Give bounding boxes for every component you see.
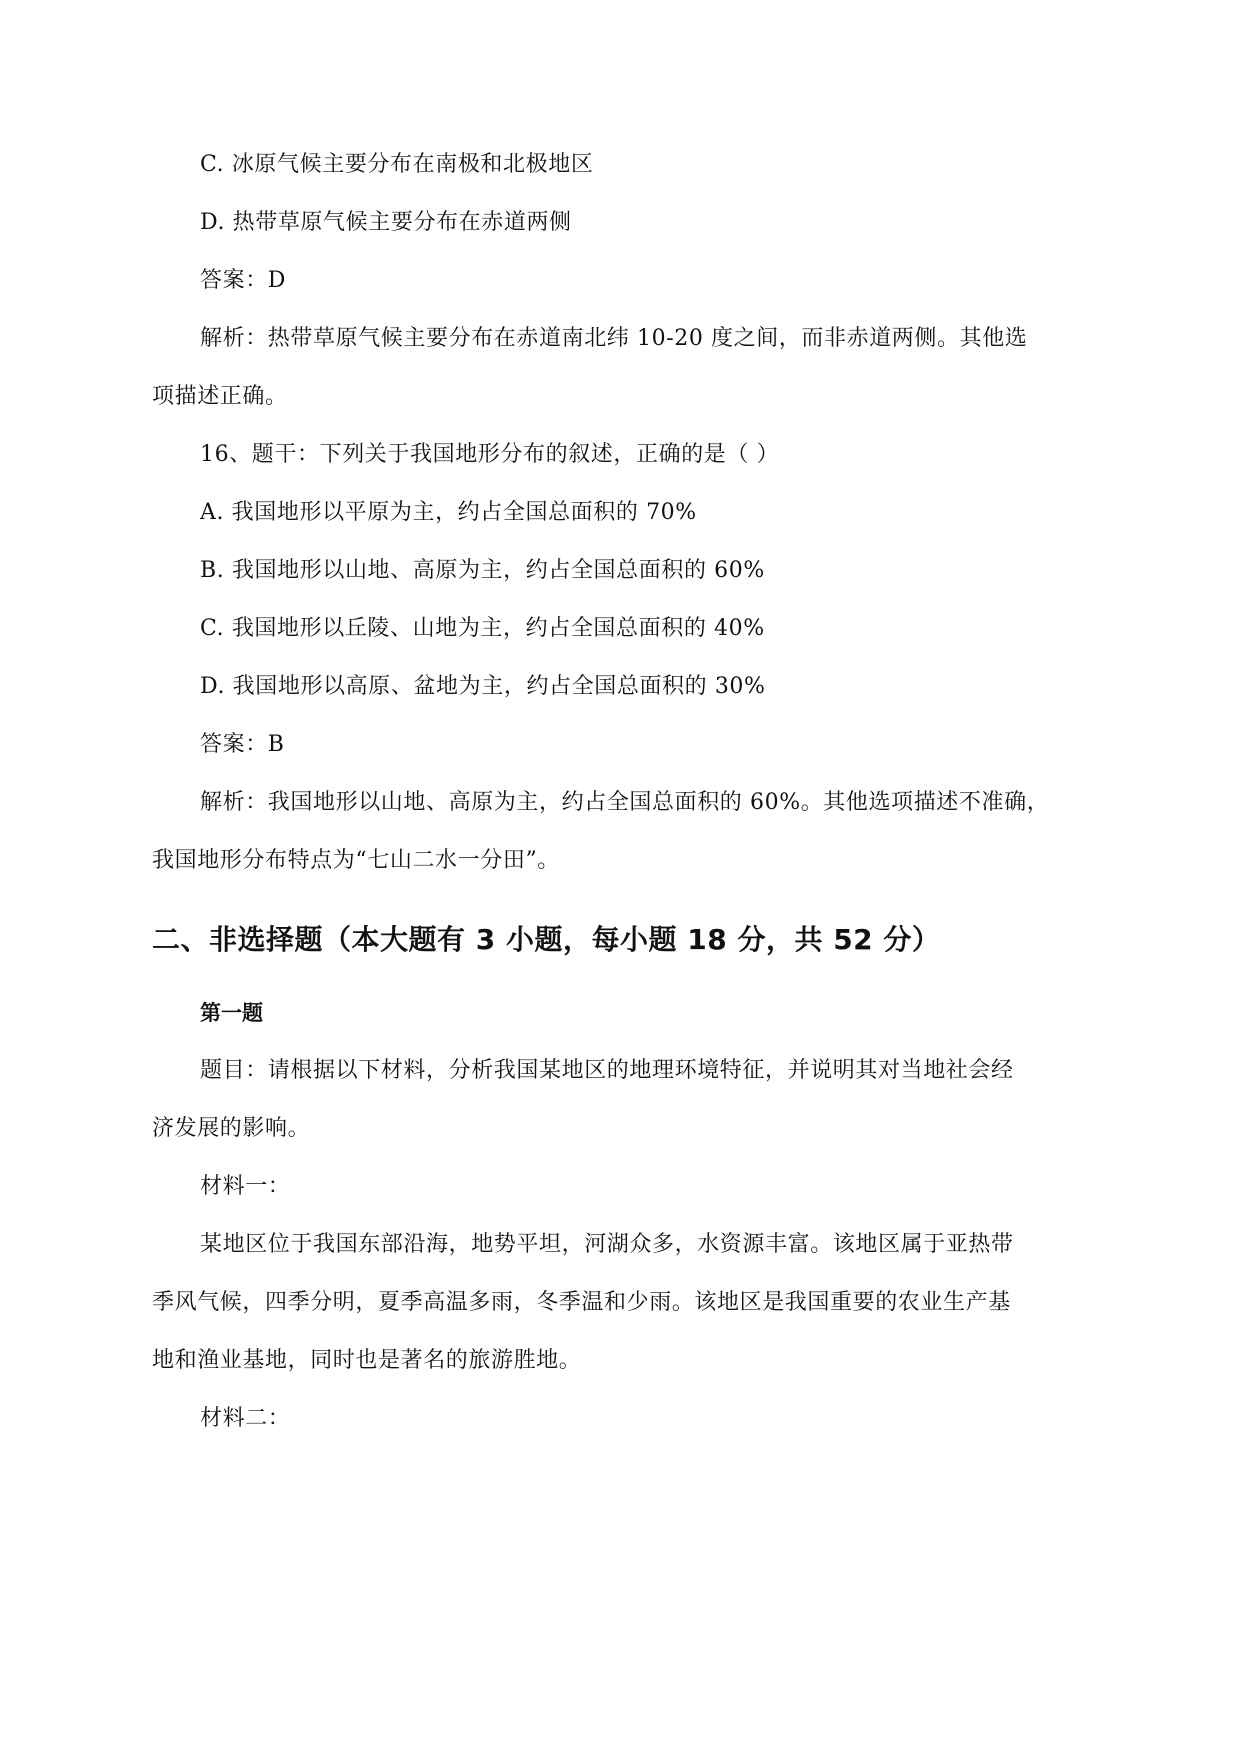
material-1-line-1: 某地区位于我国东部沿海，地势平坦，河湖众多，水资源丰富。该地区属于亚热带 xyxy=(200,1232,1014,1257)
q16-option-b: B. 我国地形以山地、高原为主，约占全国总面积的 60% xyxy=(200,558,765,583)
q16-analysis-line-2: 我国地形分布特点为“七山二水一分田”。 xyxy=(152,848,560,873)
q15-answer: 答案：D xyxy=(200,268,287,293)
q16-option-d: D. 我国地形以高原、盆地为主，约占全国总面积的 30% xyxy=(200,674,766,699)
prompt-line-2: 济发展的影响。 xyxy=(152,1116,311,1141)
q15-analysis-line-1: 解析：热带草原气候主要分布在赤道南北纬 10-20 度之间，而非赤道两侧。其他选 xyxy=(200,326,1028,351)
material-2-label: 材料二： xyxy=(200,1406,291,1431)
q15-option-d: D. 热带草原气候主要分布在赤道两侧 xyxy=(200,210,572,235)
prompt-line-1: 题目：请根据以下材料，分析我国某地区的地理环境特征，并说明其对当地社会经 xyxy=(200,1058,1014,1083)
question-1-title: 第一题 xyxy=(200,1001,263,1025)
section-heading: 二、非选择题（本大题有 3 小题，每小题 18 分，共 52 分） xyxy=(152,923,941,956)
material-1-line-2: 季风气候，四季分明，夏季高温多雨，冬季温和少雨。该地区是我国重要的农业生产基 xyxy=(152,1290,1011,1315)
material-1-line-3: 地和渔业基地，同时也是著名的旅游胜地。 xyxy=(152,1348,582,1373)
q15-analysis-line-2: 项描述正确。 xyxy=(152,384,288,409)
q15-option-c: C. 冰原气候主要分布在南极和北极地区 xyxy=(200,152,594,177)
q16-stem: 16、题干：下列关于我国地形分布的叙述，正确的是（ ） xyxy=(200,442,780,467)
q16-analysis-line-1: 解析：我国地形以山地、高原为主，约占全国总面积的 60%。其他选项描述不准确， xyxy=(200,790,1050,815)
q16-answer: 答案：B xyxy=(200,732,285,757)
q16-option-a: A. 我国地形以平原为主，约占全国总面积的 70% xyxy=(200,500,697,525)
material-1-label: 材料一： xyxy=(200,1174,291,1199)
q16-option-c: C. 我国地形以丘陵、山地为主，约占全国总面积的 40% xyxy=(200,616,765,641)
